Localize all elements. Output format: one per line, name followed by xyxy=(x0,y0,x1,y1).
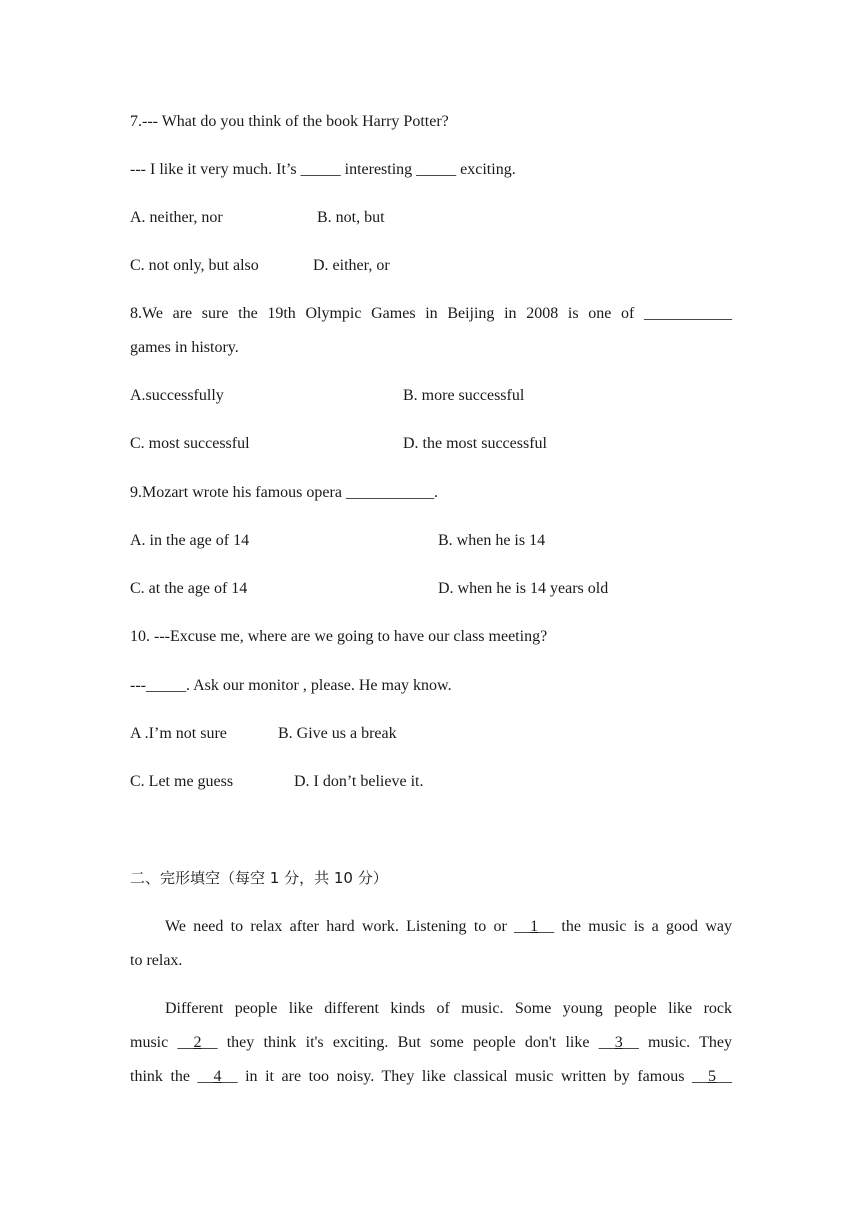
q7-option-d: D. either, or xyxy=(313,257,390,274)
cloze-blank-3: 3 xyxy=(614,1034,623,1051)
cloze-text: __ xyxy=(716,1068,732,1085)
q10-option-b: B. Give us a break xyxy=(278,725,397,742)
q10-option-d: D. I don’t believe it. xyxy=(294,773,424,790)
q10-reply: ---_____. Ask our monitor , please. He may know. xyxy=(130,677,452,694)
cloze-blank-5: 5 xyxy=(708,1068,716,1085)
cloze-paragraph-1-line1 xyxy=(165,917,732,937)
cloze-paragraph-2-line2 xyxy=(130,1033,732,1053)
q8-question-line1: 8.We are sure the 19th Olympic Games in Beijing in 2008 is one of ___________ xyxy=(130,305,732,322)
q7-option-a: A. neither, nor xyxy=(130,209,223,226)
q10-question: 10. ---Excuse me, where are we going to have our class meeting? xyxy=(130,628,548,645)
q9-option-d: D. when he is 14 years old xyxy=(438,580,609,597)
q7-option-c: C. not only, but also xyxy=(130,257,259,274)
q8-option-b: B. more successful xyxy=(403,387,525,404)
cloze-text: think the __ xyxy=(130,1068,214,1085)
q8-option-d: D. the most successful xyxy=(403,435,547,452)
cloze-paragraph-2-line3 xyxy=(130,1067,732,1087)
cloze-text: music __ xyxy=(130,1034,194,1051)
q7-question: 7.--- What do you think of the book Harry Potter? xyxy=(130,113,449,130)
cloze-blank-1: 1 xyxy=(530,918,539,935)
cloze-text: __ the music is a good way xyxy=(538,918,732,935)
cloze-blank-4: 4 xyxy=(213,1068,222,1085)
cloze-paragraph-1-line2: to relax. xyxy=(130,952,183,969)
q9-option-c: C. at the age of 14 xyxy=(130,580,248,597)
cloze-text: __ music. They xyxy=(622,1034,733,1051)
cloze-blank-2: 2 xyxy=(193,1034,202,1051)
section-heading: 二、完形填空（每空 1 分，共 10 分） xyxy=(130,869,388,887)
cloze-text: __ they think it's exciting. But some people don't like __ xyxy=(201,1034,615,1051)
cloze-text: __ in it are too noisy. They like classical music written by famous __ xyxy=(221,1068,708,1085)
q9-question: 9.Mozart wrote his famous opera ___________. xyxy=(130,484,438,501)
cloze-paragraph-2-line1: Different people like different kinds of music. Some young people like rock xyxy=(165,1000,732,1017)
q10-option-c: C. Let me guess xyxy=(130,773,234,790)
q8-question-line2: games in history. xyxy=(130,339,239,356)
q8-option-c: C. most successful xyxy=(130,435,250,452)
q8-option-a: A.successfully xyxy=(130,387,224,404)
q10-option-a: A .I’m not sure xyxy=(130,725,227,742)
q7-reply: --- I like it very much. It’s _____ interesting _____ exciting. xyxy=(130,161,516,178)
q9-option-b: B. when he is 14 xyxy=(438,532,546,549)
cloze-text: We need to relax after hard work. Listening to or __ xyxy=(165,918,531,935)
q7-option-b: B. not, but xyxy=(317,209,385,226)
q9-option-a: A. in the age of 14 xyxy=(130,532,250,549)
